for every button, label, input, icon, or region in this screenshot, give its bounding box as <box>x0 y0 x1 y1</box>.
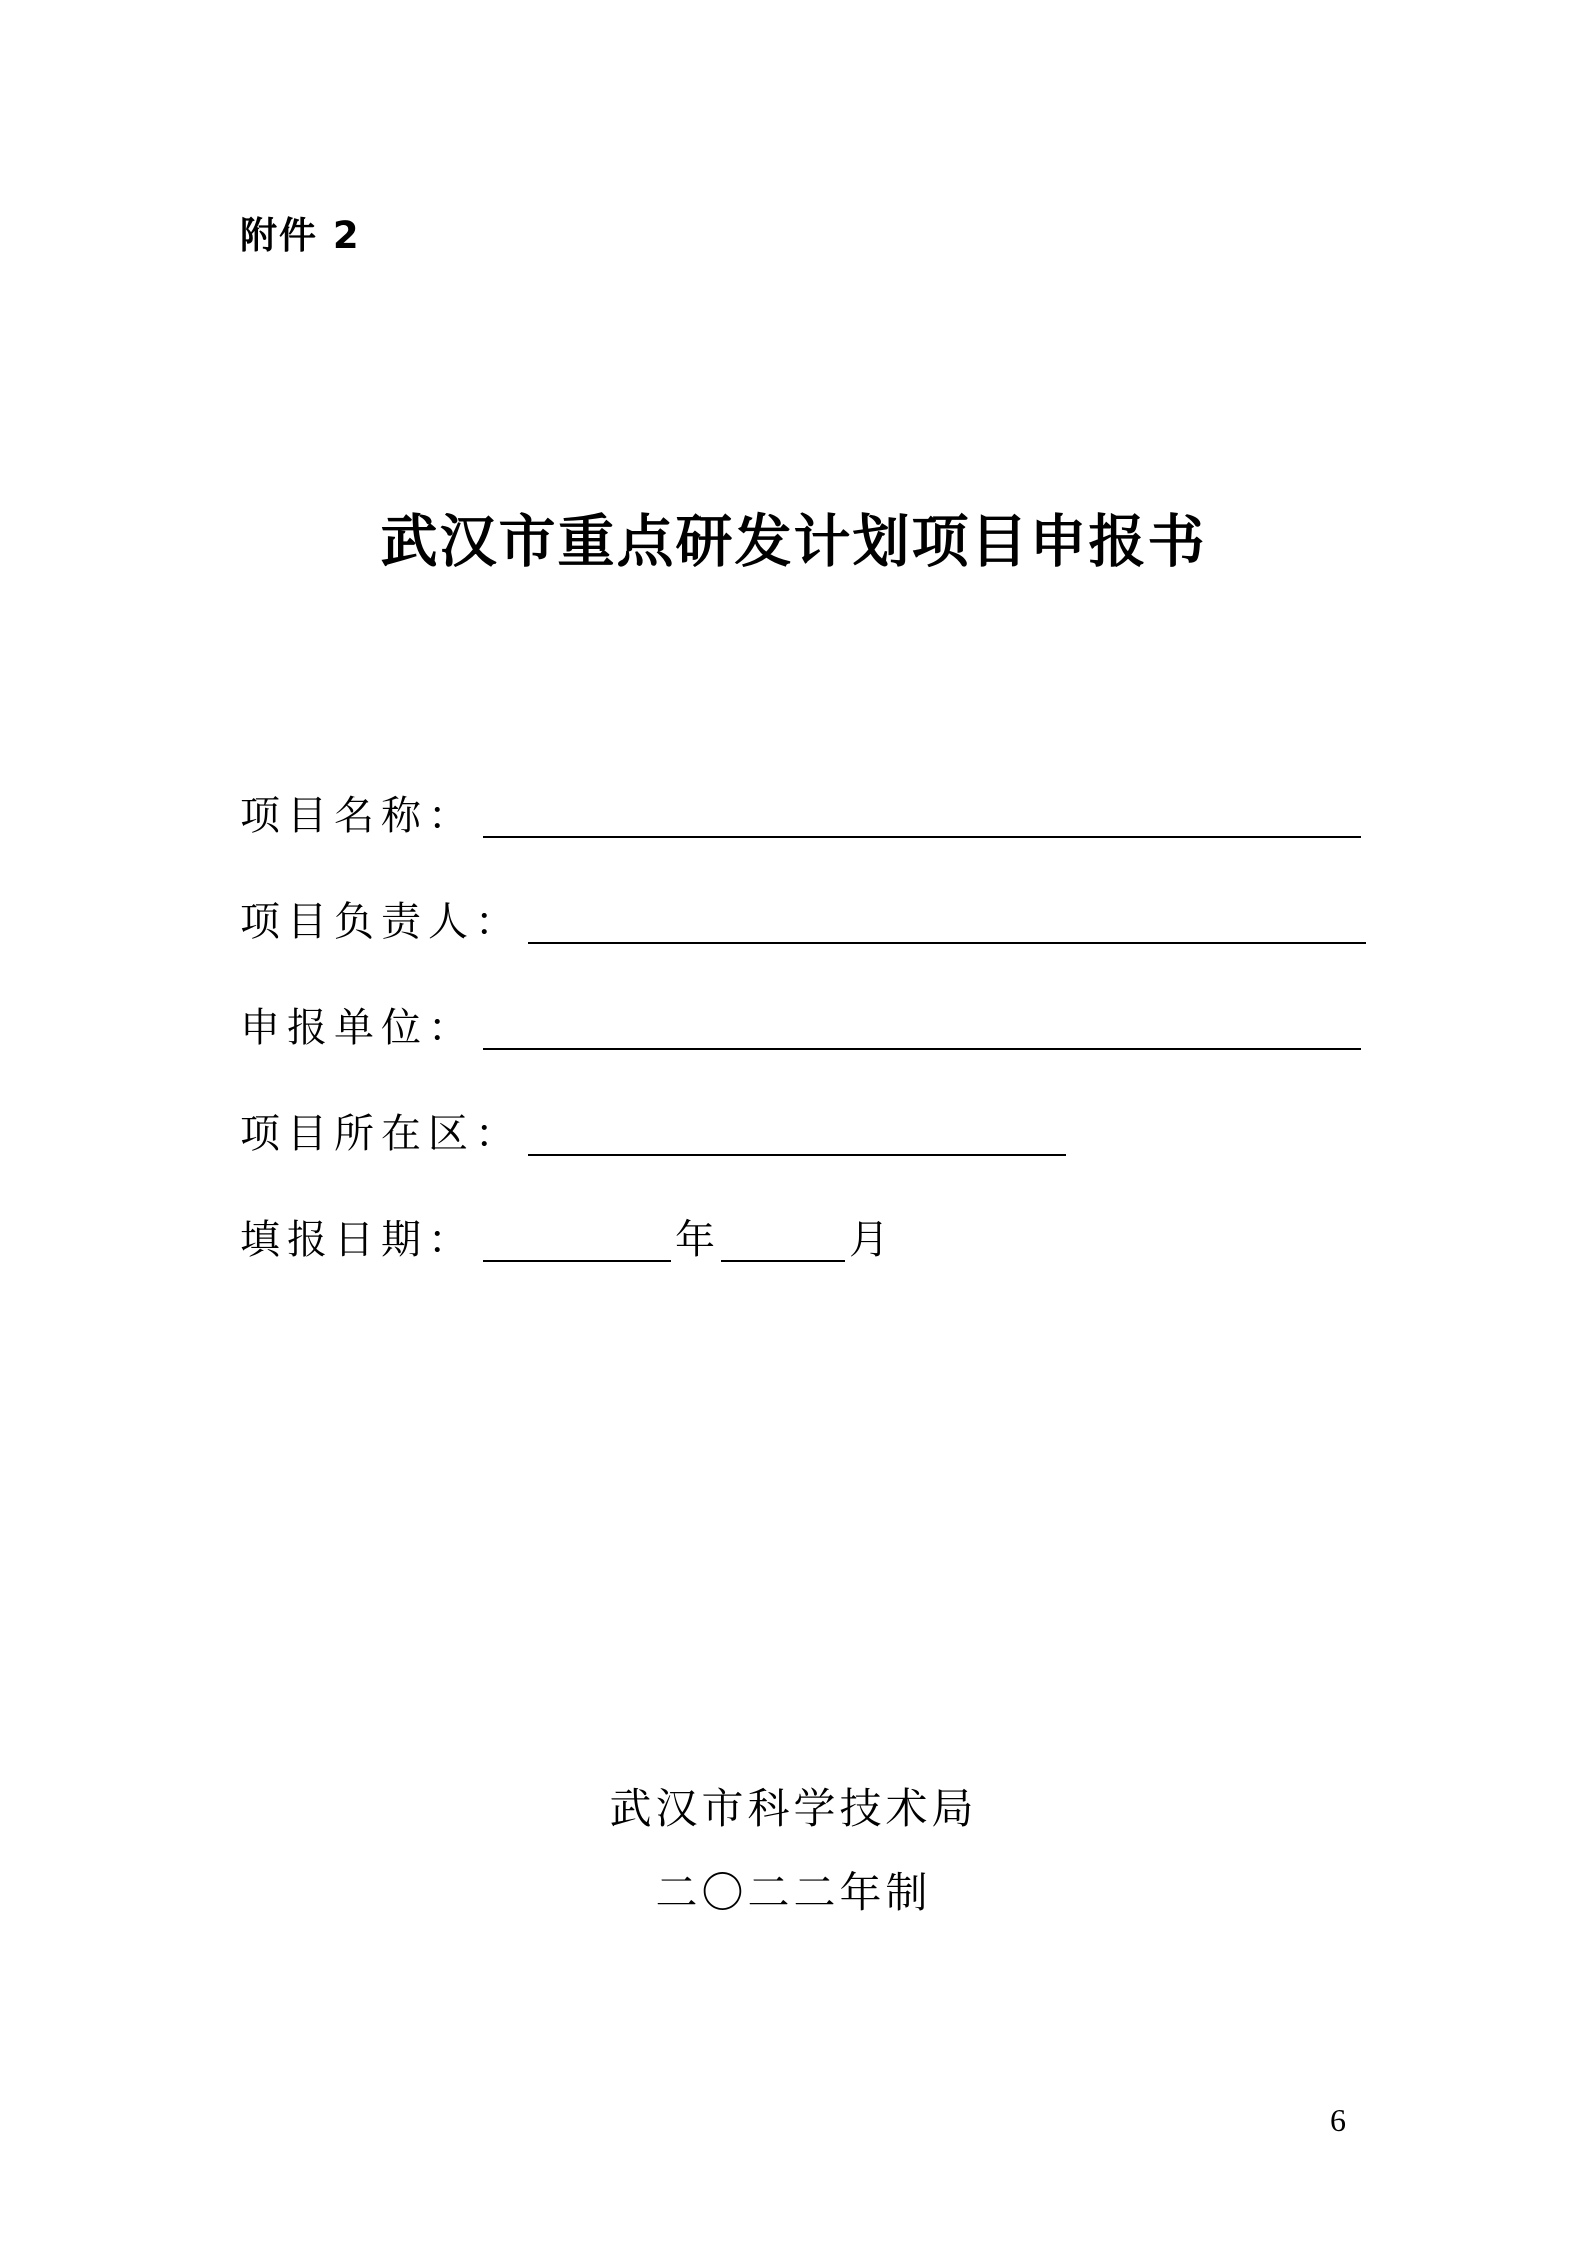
page-number: 6 <box>1330 2102 1346 2138</box>
applicant-unit-field <box>240 998 1361 1054</box>
project-leader-label: 项目负责人： <box>240 899 522 945</box>
fill-date-field <box>240 1210 889 1266</box>
fill-date-year-blank[interactable] <box>483 1220 671 1262</box>
project-leader-field <box>240 892 1366 948</box>
issuing-authority: 武汉市科学技术局 <box>609 1784 978 1833</box>
project-district-field <box>240 1104 1066 1160</box>
document-title: 武汉市重点研发计划项目申报书 <box>380 509 1207 575</box>
project-district-label: 项目所在区： <box>240 1111 522 1157</box>
attachment-label: 附件 2 <box>240 214 361 257</box>
fill-date-month-blank[interactable] <box>721 1220 845 1262</box>
applicant-unit-blank[interactable] <box>483 1008 1361 1050</box>
made-year-note: 二〇二二年制 <box>655 1868 932 1917</box>
project-name-field <box>240 786 1361 842</box>
fill-date-label: 填报日期： <box>240 1217 475 1263</box>
project-name-label: 项目名称： <box>240 793 475 839</box>
applicant-unit-label: 申报单位： <box>240 1005 475 1051</box>
project-district-blank[interactable] <box>528 1114 1066 1156</box>
year-unit: 年 <box>675 1217 715 1263</box>
month-unit: 月 <box>849 1217 889 1263</box>
project-leader-blank[interactable] <box>528 902 1366 944</box>
project-name-blank[interactable] <box>483 796 1361 838</box>
